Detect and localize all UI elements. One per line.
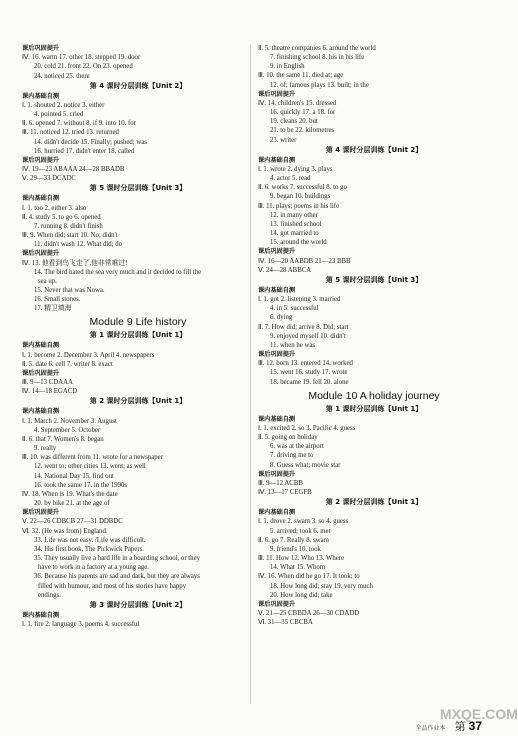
section-label: 课后巩固提升 [22, 250, 60, 258]
answer-line: 17. 精卫填海 [34, 305, 72, 313]
answer-line: Ⅳ. 16—20 AABDB 21—23 BBB [258, 257, 351, 265]
answer-line: Ⅰ. 1. become 2. December 3. April 4. newspapers [22, 351, 155, 359]
answer-line: Ⅲ. 11. plays; poems in his life [258, 202, 340, 210]
answer-line: 4. September 5. October [34, 426, 101, 434]
answer-line: 4. pointed 5. cried [34, 111, 84, 119]
footer-prefix: 第 [454, 721, 466, 733]
section-label: 课内基础自测 [258, 415, 296, 423]
lesson-heading: 第 5 课时分层训练【Unit 3】 [89, 184, 187, 193]
answer-line: Ⅲ. 9. When did; start 10. No; didn't [22, 232, 118, 239]
answer-line: Ⅲ. 9—12 ACBB [258, 479, 303, 487]
section-label: 课内基础自测 [258, 286, 296, 294]
section-label: 课后巩固提升 [258, 470, 296, 478]
answer-line: Ⅳ. 19—23 ABAAA 24—28 BBADB [22, 166, 125, 174]
page-number: 37 [468, 719, 482, 733]
answer-line: Ⅰ. 1. fire 2. language 3. poems 4. successful [22, 621, 140, 629]
section-label: 课后巩固提升 [258, 248, 296, 256]
answer-line: Ⅴ. 24—28 ABBCA [258, 266, 312, 274]
answer-line: Ⅲ. 9—13 CDAAA [22, 379, 73, 387]
answer-line: 14. What 15. Whom [270, 564, 326, 572]
answer-line: 12. of; famous plays 13. built; in the [270, 81, 369, 89]
answer-line: 6. dying [270, 314, 293, 322]
answer-line: Ⅲ. 12. born 13. entered 14. worked [258, 360, 353, 368]
answer-line: Ⅳ. 16. When did he go 17. It took; to [258, 573, 360, 581]
module-title: Module 9 Life history [89, 316, 187, 329]
answer-line: Ⅰ. 1. wrote 2. dying 3. plays [258, 165, 333, 173]
section-label: 课内基础自测 [22, 195, 60, 203]
answer-line: Ⅰ. 1. shouted 2. notice 3. either [22, 101, 105, 109]
answer-line: Ⅱ. 4. study 5. to go 6. opened [22, 213, 101, 221]
answer-line: 24. noticed 25. there [34, 72, 90, 80]
answer-line: Ⅱ. 6. go 7. Really 8. swam [258, 536, 329, 544]
answer-line: 11. didn't wash 12. What did; do [34, 241, 123, 249]
answer-line: Ⅳ. 14—18 EGACD [22, 388, 78, 396]
answer-line: Ⅱ. 5. theatre companies 6. around the world [258, 45, 376, 52]
answer-line: Ⅲ. 10. the same 11. died at; age [258, 72, 344, 80]
answer-line: 6. was at the airport [270, 443, 324, 451]
answer-line: 9. in English [270, 63, 305, 71]
answer-line: Ⅱ. 6. works 7. successful 8. to go [258, 184, 347, 192]
answer-line: Ⅳ. 13—17 CEGFB [258, 489, 312, 497]
answer-line: 9. friend's 10. took [270, 545, 321, 553]
answer-line: 9. enjoyed myself 10. didn't [270, 332, 346, 340]
answer-line: Ⅱ. 6. that 7. Women's 8. began [22, 436, 104, 443]
answer-line: 15. Never that was Nowa. [34, 286, 105, 294]
answer-line: 21. to be 22. kilometres [270, 127, 335, 135]
section-label: 课内基础自测 [22, 92, 60, 100]
answer-line: 20. cold 21. front 22. On 23. opened [34, 63, 133, 71]
answer-line: Ⅳ. 14. children's 15. dressed [258, 99, 337, 107]
answer-line: 14. The bird hated the sea very much and it decided to fill the [34, 268, 202, 276]
answer-line: Ⅱ. 5. date 6. cell 7. writer 8. exact [22, 360, 113, 368]
section-label: 课内基础自测 [22, 342, 60, 350]
column-divider [250, 44, 251, 704]
answer-line: Ⅳ. 18. When is 19. What's the date [22, 490, 118, 498]
answer-line: Ⅴ. 22—26 CDBCB 27—31 DDBDC [22, 518, 123, 526]
answer-line: 7. running 8. didn't finish [34, 222, 103, 230]
answer-line: 12. went to; other cities 13. went; as well [34, 463, 146, 471]
footer-brand: 全品作业本 [415, 726, 446, 732]
lesson-heading: 第 4 课时分层训练【Unit 2】 [325, 145, 423, 154]
section-label: 课后巩固提升 [22, 509, 60, 517]
lesson-heading: 第 1 课时分层训练【Unit 1】 [325, 404, 423, 413]
answer-line: 14. got married to [270, 230, 319, 238]
section-label: 课内基础自测 [22, 408, 60, 416]
lesson-heading: 第 2 课时分层训练【Unit 1】 [325, 498, 423, 507]
answer-line: 16. hurried 17. didn't enter 18. called [34, 147, 135, 155]
answer-line: 4. actor 5. read [270, 175, 311, 183]
answer-line: 16. quickly 17. a 18. for [270, 109, 336, 117]
lesson-heading: 第 5 课时分层训练【Unit 3】 [325, 275, 423, 284]
lesson-heading: 第 4 课时分层训练【Unit 2】 [89, 81, 187, 90]
answer-line: Ⅳ. 13. 他看到鸟飞走了,他非常难过! [22, 259, 128, 267]
section-label: 课内基础自测 [258, 509, 296, 517]
section-label: 课内基础自测 [22, 611, 60, 619]
module-title: Module 10 A holiday journey [308, 389, 440, 402]
answer-line: Ⅲ. 11. How 12. Who 13. Where [258, 555, 345, 563]
answer-line: 4. in 5. successful [270, 305, 319, 313]
answer-line: Ⅴ. 29—33 DCADC [22, 175, 76, 183]
answer-line: Ⅰ. 1. drove 2. swam 3. so 4. guess [258, 518, 349, 526]
answer-line: 18. How long did; stay 19. very much [270, 582, 373, 590]
section-label: 课后巩固提升 [22, 156, 60, 164]
lesson-heading: 第 3 课时分层训练【Unit 2】 [89, 600, 187, 609]
answer-line: 33. Life was not easy. /Life was difficult. [34, 536, 146, 544]
answer-line: Ⅳ. 16. warm 17. other 18. stepped 19. door [22, 54, 141, 62]
answer-line: 36. Because his parents are sad and dark, but they are always [34, 573, 200, 581]
answer-line: Ⅵ. 31—35 CBCBA [258, 619, 313, 627]
answer-line: 14. National Day 15. find out [34, 472, 114, 480]
watermark: MXQE.COM [440, 706, 518, 722]
right-column [258, 44, 490, 627]
answer-line: Ⅵ. 32. (He was from) England. [22, 527, 108, 535]
answer-line: Ⅱ. 7. How did; arrive 8. Did; start [258, 323, 349, 331]
answer-line: 9. began 10. buildings [270, 193, 331, 201]
answer-line: 16. took the same 17. in the 1990s [34, 481, 128, 489]
answer-line: 7. finishing school 8. his in his life [270, 54, 365, 62]
answer-line: 15. went 16. study 17. wrote [270, 369, 348, 377]
answer-line: 11. when he was [270, 341, 316, 349]
section-label: 课内基础自测 [258, 156, 296, 164]
answer-line: 9. really [34, 445, 57, 453]
answer-line: 14. didn't decide 15. Finally; pushed; was [34, 138, 147, 146]
answer-line: endings. [38, 591, 61, 599]
answer-line: Ⅴ. 21—25 CBBDA 26—30 CDADD [258, 610, 360, 618]
answer-line: Ⅰ. 1. March 2. November 3. August [22, 417, 117, 425]
answer-line: 20. by bike 21. at the age of [34, 500, 110, 508]
section-label: 课后巩固提升 [258, 351, 296, 359]
answer-line: Ⅲ. 10. was different from 11. wrote for a newspaper [22, 454, 163, 462]
answer-line: Ⅰ. 1. got 2. listening 3. married [258, 296, 341, 304]
lesson-heading: 第 1 课时分层训练【Unit 1】 [89, 331, 187, 340]
answer-line: Ⅲ. 11. noticed 12. tried 13. returned [22, 129, 119, 137]
answer-line: have to work in a factory at a young age. [38, 564, 149, 572]
answer-line: Ⅰ. 1. excited 2. so 3. Pacific 4. guess [258, 424, 356, 432]
section-label: 课后巩固提升 [258, 90, 296, 98]
left-column [22, 44, 254, 629]
answer-line: 13. finished school [270, 220, 322, 228]
answer-line: Ⅱ. 5. going on holiday [258, 434, 318, 442]
section-label: 课后巩固提升 [22, 369, 60, 377]
answer-line: 19. cleans 20. but [270, 118, 318, 126]
answer-line: Ⅱ. 6. opened 7. without 8. if 9. into 10. for [22, 120, 136, 128]
answer-line: 8. Guess what; movie star [270, 461, 341, 469]
answer-line: sea up. [38, 277, 57, 285]
answer-line: 35. They usually live a hard life in a boarding school, or they [34, 555, 200, 563]
answer-line: 15. around the world [270, 239, 327, 247]
section-label: 课后巩固提升 [22, 45, 60, 52]
answer-line: 16. Small stones. [34, 296, 81, 304]
answer-line: 18. became 19. fell 20. alone [270, 378, 349, 386]
answer-line: 34. His first book, The Pickwick Papers. [34, 545, 144, 553]
answer-line: Ⅰ. 1. too 2. either 3. also [22, 204, 87, 212]
answer-line: 12. in many other [270, 211, 318, 219]
answer-line: 20. How long did; take [270, 591, 333, 599]
section-label: 课后巩固提升 [258, 600, 296, 608]
answer-line: 7. driving me to [270, 452, 314, 460]
lesson-heading: 第 2 课时分层训练【Unit 1】 [89, 397, 187, 406]
answer-line: filled with humour, and most of his stories have happy [38, 582, 187, 590]
answer-line: 5. arrived; took 6. met [270, 527, 331, 535]
answer-line: 23. writer [270, 136, 297, 144]
